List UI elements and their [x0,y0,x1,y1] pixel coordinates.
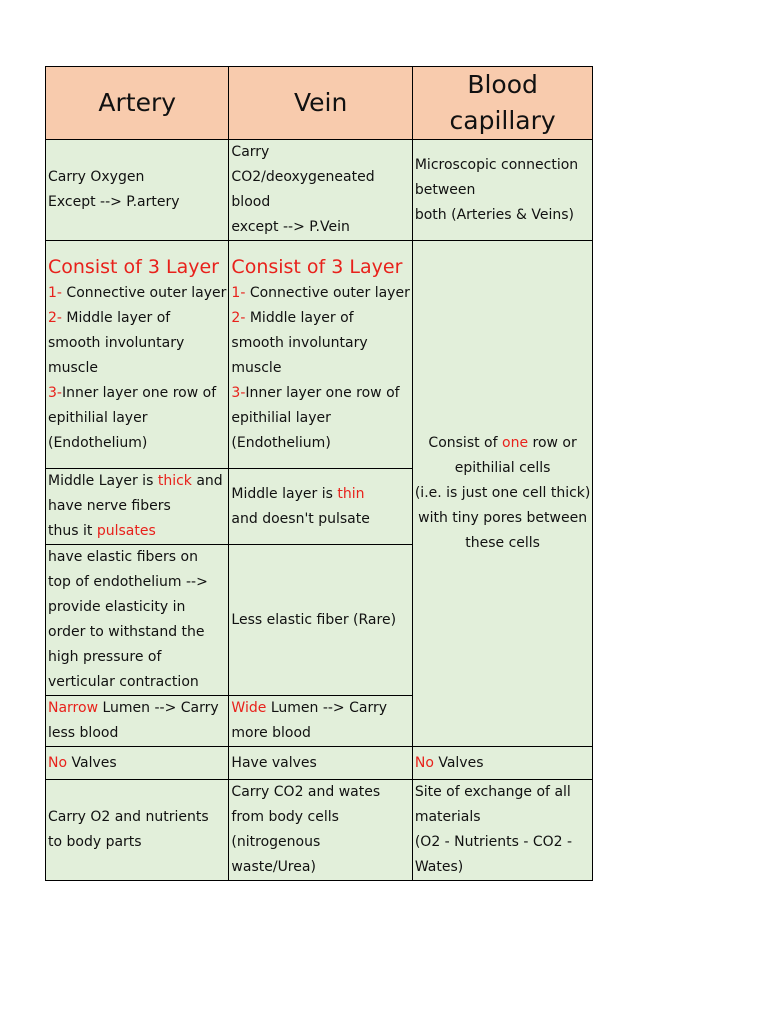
text-line: and doesn't pulsate [231,510,370,527]
text-line: (nitrogenous [231,834,321,850]
layer-text: epithilial layer [231,410,331,426]
text-line: these cells [465,535,540,551]
text-line: between [414,181,476,198]
layer-number: 1- [231,285,246,301]
text-part: Valves [71,754,117,771]
layer-text: muscle [48,360,99,376]
header-row [46,67,593,140]
vein-middle-cell [229,469,412,545]
vein-layers-cell [229,241,412,469]
vein-valves-cell [229,747,412,780]
vein-elastic-cell [229,545,412,696]
text-part: Valves [438,754,484,771]
text-part: Consist of [428,435,498,451]
text-line: more blood [231,725,311,741]
layer-text: Connective outer layer [66,285,227,301]
text-line: Less elastic fiber (Rare) [231,611,397,628]
text-part: Middle Layer is [48,473,154,489]
highlight-word: one [502,435,529,451]
layer-text: (Endothelium) [48,435,148,451]
highlight-word: No [48,754,68,771]
text-line: less blood [48,725,119,741]
artery-middle-cell [46,469,229,545]
text-line: have elastic fibers on [48,549,198,565]
text-line: have nerve fibers [48,498,171,514]
text-line: waste/Urea) [231,859,316,875]
capillary-wall-line-1 [415,431,591,456]
text-line: provide elasticity in [48,599,186,615]
text-line: high pressure of [48,649,162,665]
highlight-word: thin [337,485,365,502]
layer-2 [231,306,409,331]
text-line: to body parts [48,834,142,850]
header-artery: Artery [46,67,229,140]
text-part: thus it [48,523,93,539]
text-line: materials [414,809,481,825]
header-vein: Vein [229,67,412,140]
layer-number: 2- [48,310,62,326]
text-line: except --> P.Vein [231,219,350,235]
layer-text: Connective outer layer [249,285,410,301]
text-line: order to withstand the [48,624,205,640]
artery-transport-cell [46,780,229,881]
text-line: from body cells [231,809,339,825]
text-line: (O2 - Nutrients - CO2 - [414,834,573,850]
vein-transport-cell [229,780,412,881]
capillary-wall-cell [412,241,593,747]
text-line: Carry CO2 and wates [231,784,381,800]
layer-number: 3- [231,385,246,401]
comparison-table [45,66,593,881]
row-layers [46,241,593,469]
text-line: Wates) [414,859,464,875]
layer-3 [48,381,226,406]
layer-text: Inner layer one row of [245,385,400,401]
text-line: epithilial cells [454,460,551,476]
text-line: top of endothelium --> [48,574,208,590]
highlight-word: thick [157,473,192,489]
text-line: Microscopic connection [414,156,579,173]
text-part: Middle layer is [231,485,333,502]
text-line: (i.e. is just one cell thick) [414,485,591,501]
text-line: Site of exchange of all [414,784,571,800]
text-line: blood [231,194,271,210]
text-line: Carry [231,144,270,160]
artery-valves-cell [46,747,229,780]
text-part: row or [532,435,577,451]
highlight-word: Wide [231,700,267,716]
capillary-transport-cell [412,780,593,881]
layer-text: Middle layer of [66,310,171,326]
artery-function-cell [46,140,229,241]
layer-1 [231,281,409,306]
layer-text: Middle layer of [249,310,354,326]
layer-number: 1- [48,285,62,301]
artery-lumen-cell [46,696,229,747]
capillary-function-cell [412,140,593,241]
text-line: Have valves [231,754,317,771]
layer-text: Inner layer one row of [61,385,217,401]
text-line: Except --> P.artery [48,194,180,210]
row-function [46,140,593,241]
layer-1 [48,281,226,306]
text-line: with tiny pores between [418,510,588,526]
layer-text: smooth involuntary [231,335,368,351]
layer-text: smooth involuntary [48,335,185,351]
layer-title: Consist of 3 Layer [231,256,403,278]
text-line: Carry O2 and nutrients [48,809,209,825]
text-line: verticular contraction [48,674,199,690]
capillary-valves-cell [412,747,593,780]
row-valves [46,747,593,780]
text-line: CO2/deoxygeneated [231,169,375,185]
highlight-word: pulsates [96,523,156,539]
layer-text: (Endothelium) [231,435,331,451]
highlight-word: No [414,754,434,771]
row-transport [46,780,593,881]
artery-layers-cell [46,241,229,469]
highlight-word: Narrow [48,700,99,716]
layer-text: muscle [231,360,282,376]
text-part: Lumen --> Carry [102,700,219,716]
text-line: Carry Oxygen [48,169,145,185]
vein-lumen-cell [229,696,412,747]
layer-2 [48,306,226,331]
text-part: Lumen --> Carry [270,700,388,716]
artery-elastic-cell [46,545,229,696]
vein-function-cell [229,140,412,241]
layer-text: epithilial layer [48,410,148,426]
layer-number: 2- [231,310,246,326]
layer-3 [231,381,409,406]
layer-number: 3- [48,385,62,401]
header-capillary: Blood capillary [412,67,593,140]
text-part: and [196,473,223,489]
text-line: both (Arteries & Veins) [414,206,574,223]
layer-title: Consist of 3 Layer [48,256,219,278]
